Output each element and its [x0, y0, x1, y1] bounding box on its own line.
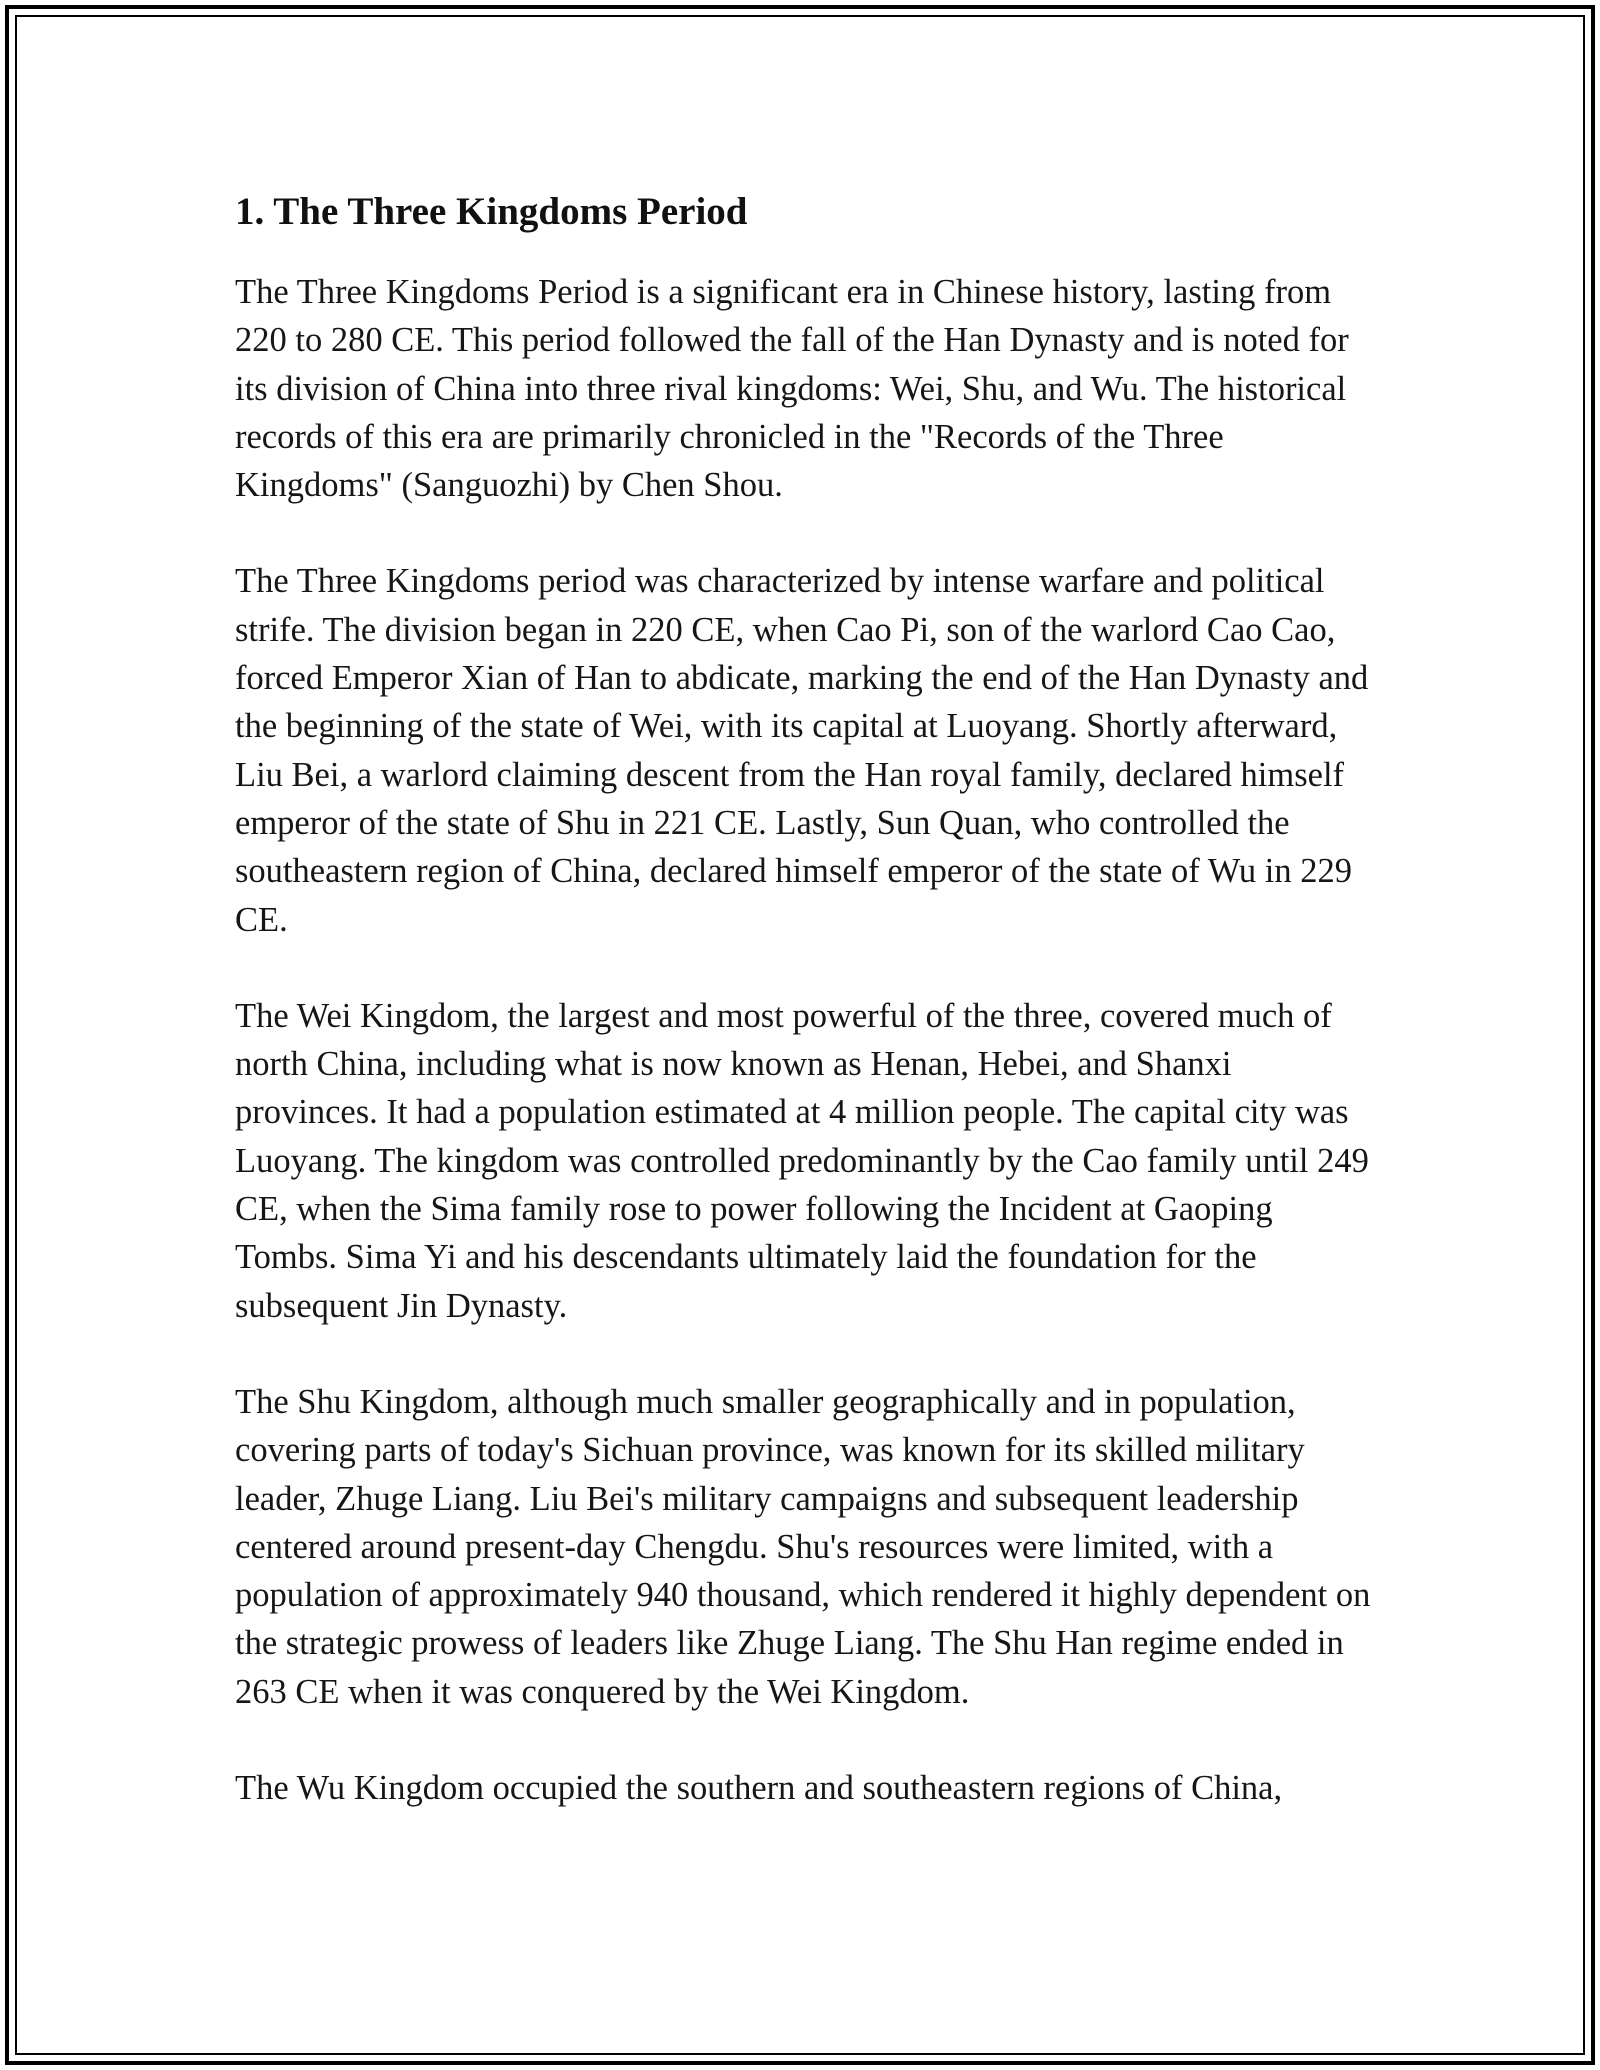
paragraph-shu: The Shu Kingdom, although much smaller geographically and in population, covering parts of today's Sichuan province, was known for its skilled military leader, Zhuge Liang. Liu Bei's military campaigns and subsequent leadership centered around present-day Chengdu. Shu's resources were limited, with a population of approximately 940 thousand, which rendered it highly dependent on the strategic prowess of leaders like Zhuge Liang. The Shu Han regime ended in 263 CE when it was conquered by the Wei Kingdom.: [235, 1382, 1371, 1711]
paragraph-division: The Three Kingdoms period was characterized by intense warfare and political strife. The division began in 220 CE, when Cao Pi, son of the warlord Cao Cao, forced Emperor Xian of Han to abdicate, marking the end of the Han Dynasty and the beginning of the state of Wei, with its capital at Luoyang. Shortly afterward, Liu Bei, a warlord claiming descent from the Han royal family, declared himself emperor of the state of Shu in 221 CE. Lastly, Sun Quan, who controlled the southeastern region of China, declared himself emperor of the state of Wu in 229 CE.: [235, 562, 1369, 939]
paragraph-wu: The Wu Kingdom occupied the southern and southeastern regions of China,: [235, 1769, 1283, 1808]
document-body: [235, 186, 1375, 1860]
paragraph-wei: The Wei Kingdom, the largest and most powerful of the three, covered much of north China, including what is now known as Henan, Hebei, and Shanxi provinces. It had a population estimated at 4 million people. The capital city was Luoyang. The kingdom was controlled predominantly by the Cao family until 249 CE, when the Sima family rose to power following the Incident at Gaoping Tombs. Sima Yi and his descendants ultimately laid the foundation for the subsequent Jin Dynasty.: [235, 996, 1369, 1325]
paragraph-intro: The Three Kingdoms Period is a significant era in Chinese history, lasting from 220 to 280 CE. This period followed the fall of the Han Dynasty and is noted for its division of China into three rival kingdoms: Wei, Shu, and Wu. The historical records of this era are primarily chronicled in the "Records of the Three Kingdoms" (Sanguozhi) by Chen Shou.: [235, 273, 1349, 505]
section-heading: 1. The Three Kingdoms Period: [235, 190, 748, 233]
